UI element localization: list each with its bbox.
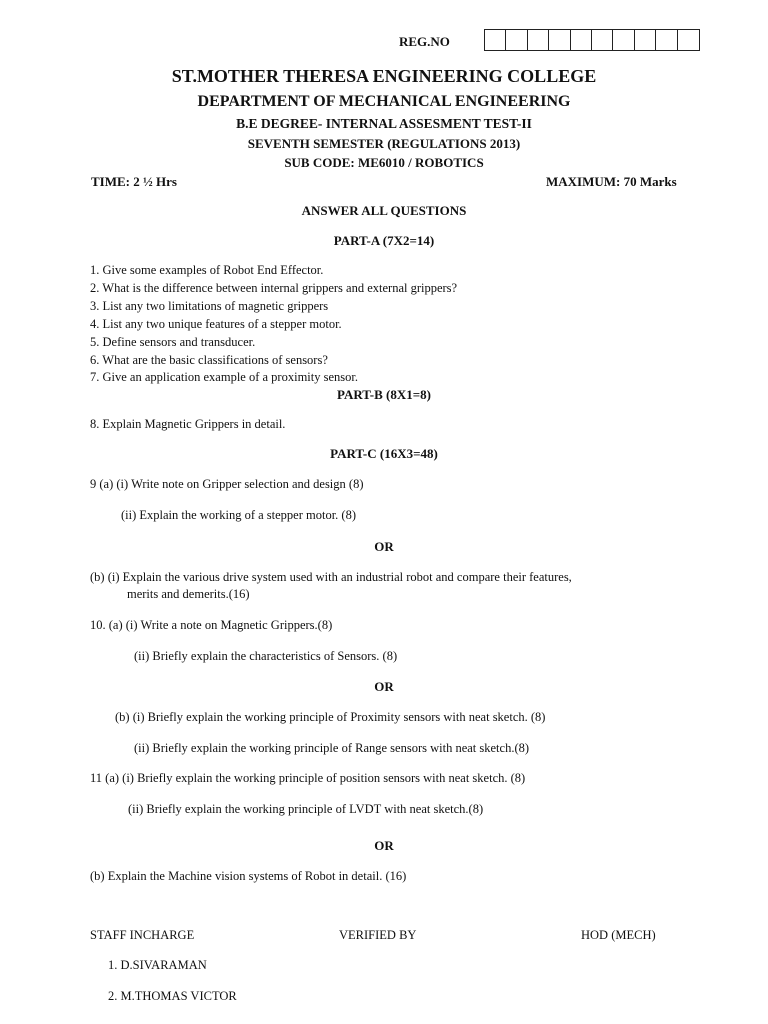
part-c-title: PART-C (16X3=48): [330, 446, 438, 461]
question-item: 3. List any two limitations of magnetic grippers: [90, 298, 329, 313]
question-9b-line2: merits and demerits.(16): [127, 587, 250, 601]
reg-no-boxes[interactable]: [484, 29, 700, 51]
staff-name: 1. D.SIVARAMAN: [108, 958, 207, 972]
question-item: 2. What is the difference between internal grippers and external grippers?: [90, 280, 458, 295]
reg-no-cell[interactable]: [656, 30, 677, 50]
verified-by-label: VERIFIED BY: [339, 928, 417, 942]
reg-no-label: REG.NO: [399, 34, 450, 49]
reg-no-cell[interactable]: [613, 30, 634, 50]
question-10a-i: 10. (a) (i) Write a note on Magnetic Grippers.(8): [90, 618, 333, 632]
reg-no-cell[interactable]: [485, 30, 506, 50]
reg-no-cell[interactable]: [592, 30, 613, 50]
subject-code: SUB CODE: ME6010 / ROBOTICS: [284, 155, 484, 170]
maximum-marks: MAXIMUM: 70 Marks: [546, 174, 677, 189]
question-11b: (b) Explain the Machine vision systems of Robot in detail. (16): [90, 869, 407, 883]
reg-no-cell[interactable]: [506, 30, 527, 50]
question-item: 7. Give an application example of a proximity sensor.: [90, 370, 358, 385]
degree-title: B.E DEGREE- INTERNAL ASSESMENT TEST-II: [236, 116, 532, 131]
question-9a-ii: (ii) Explain the working of a stepper motor. (8): [121, 508, 357, 522]
semester-title: SEVENTH SEMESTER (REGULATIONS 2013): [247, 136, 521, 151]
reg-no-cell[interactable]: [678, 30, 699, 50]
question-item: 5. Define sensors and transducer.: [90, 334, 256, 349]
reg-no-cell[interactable]: [635, 30, 656, 50]
question-item: 4. List any two unique features of a stepper motor.: [90, 316, 342, 331]
college-name: ST.MOTHER THERESA ENGINEERING COLLEGE: [171, 66, 597, 86]
instructions: ANSWER ALL QUESTIONS: [301, 203, 467, 218]
hod-label: HOD (MECH): [581, 928, 656, 942]
or-separator: OR: [374, 838, 394, 853]
question-10b-ii: (ii) Briefly explain the working principle of Range sensors with neat sketch.(8): [134, 741, 530, 755]
question-item: 1. Give some examples of Robot End Effector.: [90, 263, 324, 277]
staff-name: 2. M.THOMAS VICTOR: [108, 989, 237, 1003]
question-9b-line1: (b) (i) Explain the various drive system used with an industrial robot and compare their features,: [90, 570, 572, 584]
part-a-title: PART-A (7X2=14): [333, 233, 435, 248]
part-b-title: PART-B (8X1=8): [337, 387, 431, 402]
part-a-question-list: [90, 262, 457, 387]
question-item: 6. What are the basic classifications of sensors?: [90, 352, 328, 367]
question-11a-ii: (ii) Briefly explain the working principle of LVDT with neat sketch.(8): [128, 802, 484, 816]
reg-no-cell[interactable]: [571, 30, 592, 50]
reg-no-cell[interactable]: [549, 30, 570, 50]
question-10b-i: (b) (i) Briefly explain the working principle of Proximity sensors with neat sketch. (8): [115, 710, 546, 724]
department-name: DEPARTMENT OF MECHANICAL ENGINEERING: [197, 93, 571, 110]
staff-incharge-label: STAFF INCHARGE: [90, 928, 195, 942]
question-10a-ii: (ii) Briefly explain the characteristics of Sensors. (8): [134, 649, 398, 663]
reg-no-cell[interactable]: [528, 30, 549, 50]
question-9a-i: 9 (a) (i) Write note on Gripper selection and design (8): [90, 477, 364, 491]
or-separator: OR: [374, 679, 394, 694]
question-11a-i: 11 (a) (i) Briefly explain the working principle of position sensors with neat sketch. (8): [90, 771, 526, 785]
exam-time: TIME: 2 ½ Hrs: [91, 174, 177, 189]
question-8: 8. Explain Magnetic Grippers in detail.: [90, 417, 286, 431]
or-separator: OR: [374, 539, 394, 554]
